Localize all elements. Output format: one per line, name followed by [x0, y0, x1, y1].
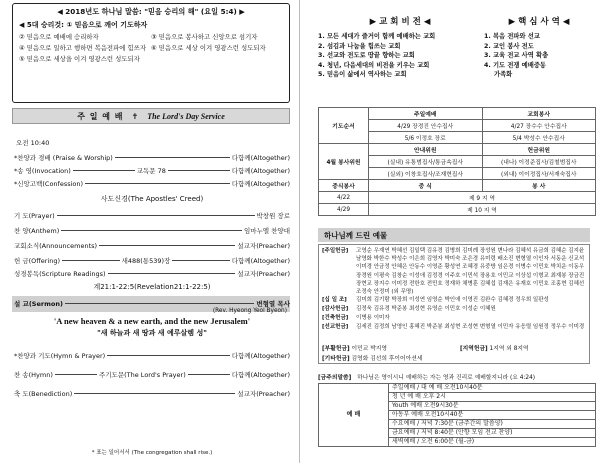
other-offering-label: [기타헌금]: [322, 356, 350, 362]
sermon-title-korean: "새 하늘과 새 땅과 새 예루살렘 성": [97, 329, 207, 337]
table-cell: 4/29: [319, 204, 369, 216]
worship-schedule-table: [318, 383, 596, 447]
verse-text: 하나님은 영이시니 예배하는 자는 영과 진리로 예배할지니라 (요 4:24): [357, 375, 536, 381]
table-cell: 4/27 장수수 안수집사: [482, 120, 596, 132]
order-row: [14, 210, 290, 221]
theme-item: ③ 믿음으로 봉사하고 신앙으로 섬기자: [151, 33, 258, 41]
order-row: [14, 152, 290, 163]
offering-category: [주일헌금]: [322, 248, 349, 254]
order-label: 찬 송(Hymn): [14, 371, 53, 379]
table-cell: 중 식: [369, 180, 483, 192]
leader-line: [57, 215, 255, 216]
table-cell: 수요예배 / 저녁 7:30분 (금주간의 말씀양): [389, 420, 596, 429]
theme-box: [12, 3, 290, 103]
offering-category: [건축헌금]: [322, 315, 349, 321]
offering-row: [322, 296, 588, 304]
region-offering-value: 1지역 외 8지역: [489, 346, 529, 352]
offering-heading: 하나님께 드린 예물: [318, 228, 590, 242]
vision-heading: ▶ 교 회 비 전 ◀: [369, 17, 431, 27]
table-cell: 기도순서: [319, 108, 369, 144]
list-item: 3. 선교와 전도로 땅끝 향하는 교회: [318, 52, 415, 60]
order-row: [14, 165, 290, 176]
worship-label: 예 배: [319, 384, 389, 447]
leader-line: [188, 374, 230, 375]
leader-line: [172, 260, 230, 261]
service-banner: [12, 108, 290, 124]
leader-line: [115, 157, 230, 158]
offering-names: 김미희 김기람 박장희 이성연 임영순 박인애 이영진 김완수 김혜경 정우희 일판성: [356, 297, 549, 303]
service-title: 주 일 예 배: [77, 111, 124, 121]
order-row: [14, 388, 290, 399]
order-label: 축 도(Benediction): [14, 390, 73, 398]
list-item: 3. 교육 전교 사역 확충: [484, 52, 549, 60]
order-label: 성경봉독(Scripture Readings): [14, 270, 106, 278]
table-row: [319, 180, 596, 192]
mission-heading: ▶ 핵 심 사 역 ◀: [508, 17, 570, 27]
table-cell: 아동부 예배 오전10시40분: [389, 411, 596, 420]
offering-row: [322, 305, 588, 313]
order-row: [14, 178, 290, 189]
leader-line: [168, 170, 230, 171]
theme-item: ④ 믿음으로 일하고 행하면 복음전파에 힘쓰자: [19, 44, 147, 52]
special-offering-label: [부활헌금]: [322, 346, 350, 352]
offering-names: 김정욱 김유경 박준봉 최성현 유영순 이민호 이성순 이혜원: [356, 306, 496, 312]
offering-category: [감사헌금]: [322, 306, 349, 312]
order-leader: 다함께(Altogether): [231, 154, 290, 162]
service-time: 오전 10:40: [16, 139, 50, 147]
list-item: 가족화: [494, 71, 513, 79]
table-row: [319, 144, 596, 156]
table-cell: (내나) 이정준집사/김철범집사: [482, 156, 596, 168]
region-offering-label: [지역헌금]: [460, 346, 488, 352]
order-label: 교회소식(Announcements): [14, 242, 98, 250]
leader-line: [108, 273, 236, 274]
table-row: [319, 204, 596, 216]
leader-line: [73, 170, 135, 171]
leader-line: [65, 303, 254, 304]
cross-icon: ✝: [131, 111, 140, 121]
table-cell: 주일예배 / 대 예 배 오전10시40분: [389, 384, 596, 393]
list-item: 1. 복음 전파와 선교: [484, 33, 540, 40]
order-leader: 다함께(Altogether): [231, 257, 290, 265]
footnote: * 표는 일어서서 (The congregation shall rise.): [91, 450, 213, 456]
order-leader: 임마누엘 찬양대: [243, 227, 290, 235]
table-cell: 제 9 지 역: [369, 192, 596, 204]
special-offering-line: [322, 343, 387, 352]
offering-names: 김세진 김정희 남영인 홍혜진 박준봉 최성현 조성현 변형열 이민자 유응렬 임원정 정우수 이미경: [356, 324, 585, 330]
theme-item: ② 믿음으로 예배에 승리하자: [19, 33, 99, 41]
order-label: *송 영(Invocation): [14, 167, 71, 175]
leader-line: [74, 393, 235, 394]
order-label: *신앙고백(Confession): [14, 180, 84, 188]
leader-line: [62, 260, 120, 261]
scripture-reference: 계21:1-22:5(Revelation21:1-22:5): [93, 283, 211, 291]
order-leader: 다함께(Altogether): [231, 167, 291, 175]
table-cell: 교회봉사: [482, 108, 596, 120]
table-cell: 4월 봉사위원: [319, 144, 369, 180]
table-cell: 안내위원: [369, 144, 483, 156]
order-detail: 새488(통539)장: [121, 257, 171, 265]
table-cell: Youth 예배 오전9시30분: [389, 402, 596, 411]
list-item: 2. 섬김과 나눔을 힘쓰는 교회: [318, 42, 401, 50]
order-label: *찬양과 기도(Hymn & Prayer): [14, 352, 106, 360]
list-item: 1. 모든 세대가 즐거이 함께 예배하는 교회: [318, 33, 436, 40]
leader-line: [55, 374, 97, 375]
leader-line: [107, 355, 230, 356]
order-leader: 다함께(Altogether): [231, 180, 290, 188]
theme-title: ◀ 2018년도 하나님 말씀: "믿음 승리의 해" (요일 5:4) ▶: [57, 7, 245, 16]
table-cell: 봉 사: [482, 180, 596, 192]
theme-item: ⑤ 믿음으로 세상을 이겨 영광스런 성도되자: [19, 55, 140, 63]
order-leader: 설교자(Preacher): [237, 270, 290, 278]
order-row: [14, 369, 290, 380]
order-label: *찬양과 경배 (Praise & Worship): [14, 154, 113, 162]
weekly-verse: [318, 372, 596, 381]
offering-row: [322, 247, 588, 296]
order-leader: 설교자(Preacher): [237, 390, 290, 398]
order-row: [14, 255, 290, 266]
creed: 사도신경(The Apostles' Creed): [100, 195, 204, 203]
leader-line: [61, 230, 242, 231]
table-cell: 청 년 예 배 오후 2시: [389, 393, 596, 402]
order-row: [14, 225, 290, 236]
order-label: 찬 양(Anthem): [14, 227, 60, 235]
list-item: 4. 기도 전쟁 예배중동: [484, 61, 547, 69]
duty-table: [318, 107, 596, 216]
table-cell: 5/6 이정호 장로: [369, 132, 483, 144]
order-leader: 설교자(Preacher): [237, 242, 290, 250]
table-cell: (실외) 이창호집사/조재현집사: [369, 168, 483, 180]
table-cell: 중식봉사: [319, 180, 369, 192]
order-row: [14, 268, 290, 279]
offering-names: 이병용 이미자: [356, 315, 390, 321]
sermon-preacher-english: (Rev. Hyeong Yeol Byeon): [212, 308, 287, 314]
list-item: 4. 청년, 다음세대의 비전을 키우는 교회: [318, 61, 430, 69]
list-item: 5. 믿음이 삶에서 역사하는 교회: [318, 71, 407, 79]
mission-list: [484, 32, 594, 80]
order-leader: 다함께(Altogether): [231, 352, 290, 360]
vision-list: [318, 32, 478, 80]
table-cell: 금요예배 / 저녁 8:40분 (안향 모임 전교 찬양): [389, 429, 596, 438]
theme-row: [19, 43, 283, 54]
service-title-english: The Lord's Day Service: [147, 111, 225, 121]
order-detail: 교독문 78: [136, 167, 166, 175]
offering-category: [십 일 조]: [322, 297, 347, 303]
other-offering-names: 김영화 김선희 후이어아션세: [351, 356, 423, 362]
table-cell: 4/29 장경진 안수집사: [369, 120, 483, 132]
sermon-title-english: 'A new heaven & a new earth, and the new Jerusalem': [53, 316, 251, 326]
offering-row: [322, 314, 588, 322]
other-offering-line: [322, 353, 422, 362]
table-cell: 헌금위원: [482, 144, 596, 156]
table-row: [319, 192, 596, 204]
region-offering-line: [460, 343, 529, 352]
sermon-label: 설 교(Sermon): [14, 300, 63, 308]
table-cell: 4/22: [319, 192, 369, 204]
special-offering-names: 이민교 박지영: [351, 346, 387, 352]
offering-names: 고영순 우재연 박혜선 김일택 김유경 김병희 김미례 장성원 변나라 김혜석 유금희 김혜순 김지윤 남영화 박한수 박성수 이은희 김영자 박미숙 조은경 유미령 배소진 변형열 이인자 서동운 신교석 이미경 안금정 안혜은 안동수 이영준 황성연 조혜경 유중방 임은경 이병수 이민호 박치운 이동우 장경원 이평숙 김창순 이성애 김정경 이주호 이민석 장용호 이민교 이상섭 이형교 최재봉 장금진 장현교 장지수 이미정 전한호 전민호 정재하 채병훈 김혜섭 김재은 유재호 이민호 조홍현 김혜선 조정숙 안정미 (외 무명): [356, 248, 585, 296]
list-item: 2. 교인 봉사 전도: [484, 42, 534, 50]
table-cell: 새벽예배 / 오전 6:00분 (월-금): [389, 438, 596, 447]
table-row: [319, 384, 596, 393]
order-row: [14, 350, 290, 361]
table-cell: 제 10 지 역: [369, 204, 596, 216]
leader-line: [99, 245, 235, 246]
leader-line: [85, 183, 230, 184]
order-label: 기 도(Prayer): [14, 212, 55, 220]
table-cell: 5/4 박성수 안수집사: [482, 132, 596, 144]
order-leader: 박창원 장로: [256, 212, 290, 220]
table-cell: (실내) 유통범집사/통금속집사: [369, 156, 483, 168]
table-row: [319, 108, 596, 120]
table-cell: (외내) 이이정집사/서재숙집사: [482, 168, 596, 180]
theme-row: [19, 54, 283, 65]
offering-category: [선교헌금]: [322, 324, 349, 330]
theme-subtitle: ◀ 5대 승리것: ① 믿음으로 깨어 기도하자: [19, 21, 148, 29]
order-row: [14, 240, 290, 251]
order-leader: 다함께(Altogether): [231, 371, 290, 379]
theme-item: ⑥ 믿음으로 세상 이겨 영광스런 성도되자: [151, 44, 266, 52]
theme-row: [19, 32, 283, 43]
order-label: 헌 금(Offering): [14, 257, 61, 265]
table-cell: 주일예배: [369, 108, 483, 120]
offering-row: [322, 323, 588, 331]
sermon-preacher: 변형열 목사: [256, 300, 290, 308]
verse-tag: [금주의말씀]: [318, 375, 352, 381]
order-detail: 주기도문(The Lord's Prayer): [99, 371, 186, 379]
